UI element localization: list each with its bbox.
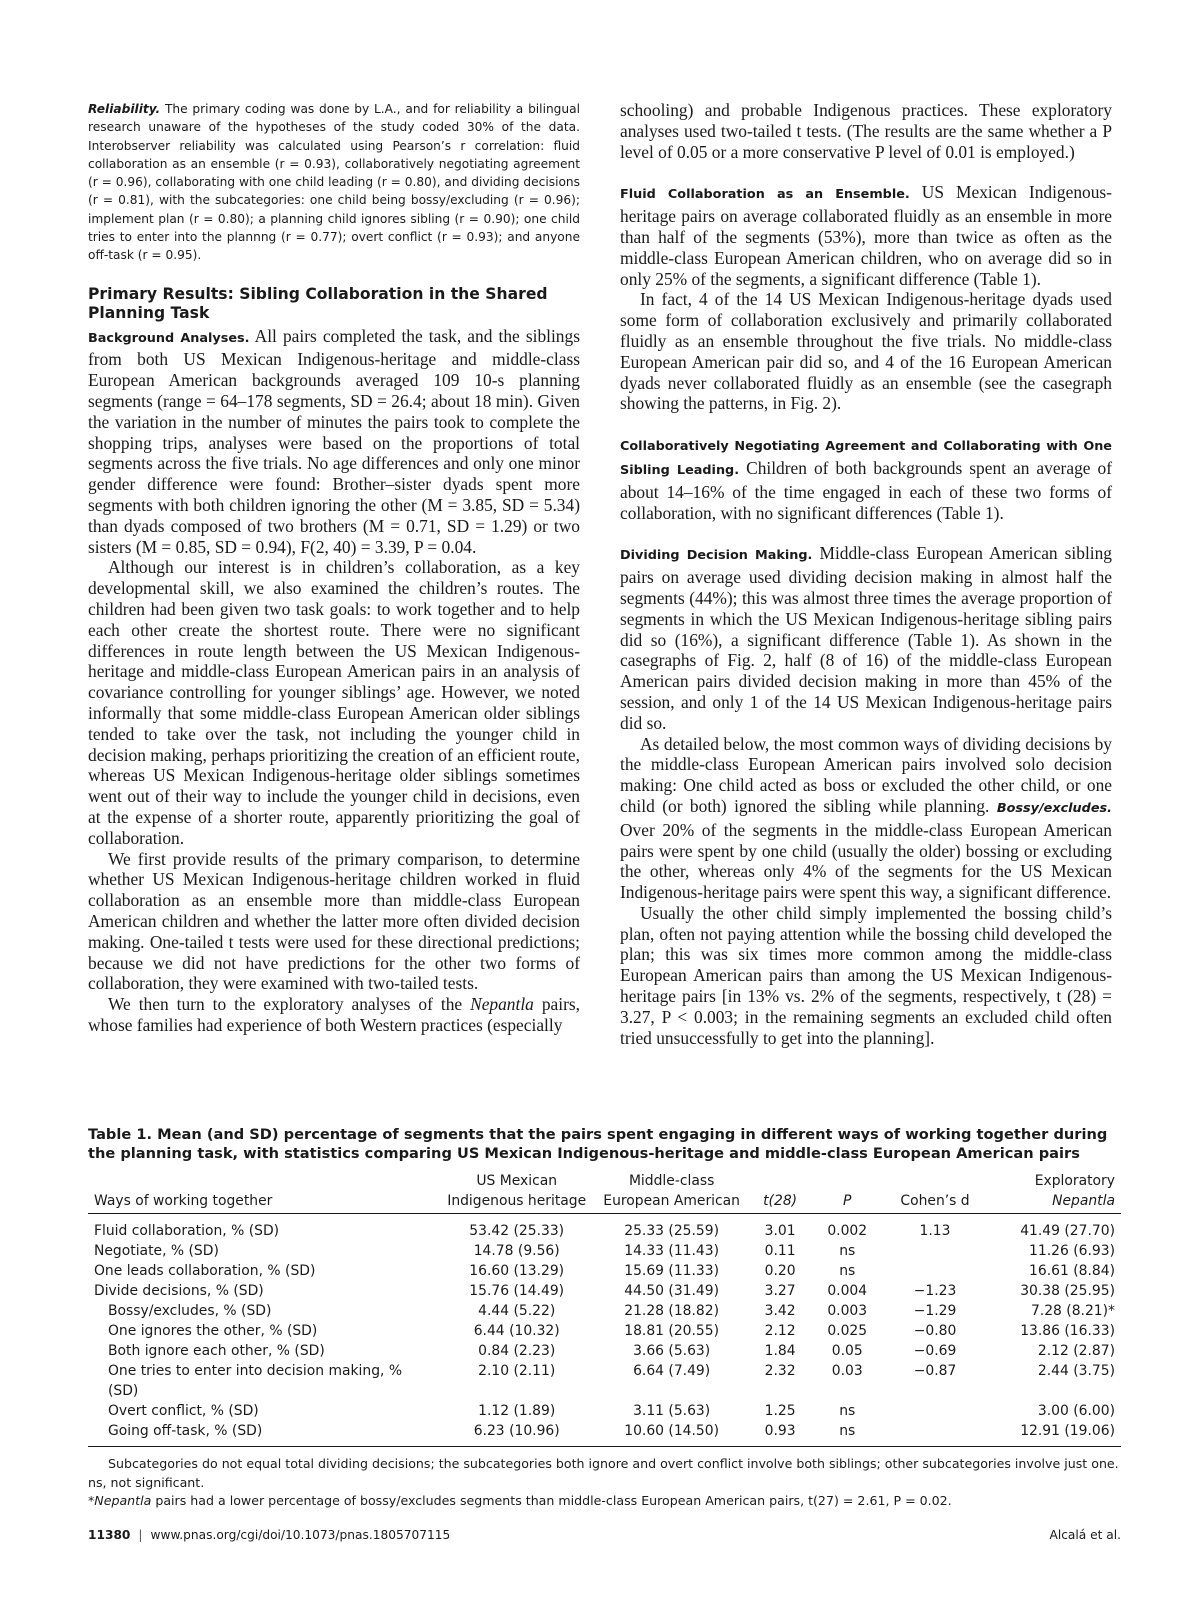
- note-star: *: [88, 1493, 95, 1508]
- primary-comparison-paragraph: We first provide results of the primary comparison, to determine whether US Mexican Indigenous-heritage children worked in fluid collaboration as an ensemble more than middle-class European American children and whether the latter more often divided decision making. One-tailed t tests were used for these directional predictions; because we did not have predictions for the other two forms of collaboration, they were examined with two-tailed tests.: [88, 848, 580, 994]
- header-ex-line2: Nepantla: [1052, 1193, 1115, 1209]
- row-label: Going off-task, % (SD): [108, 1423, 263, 1439]
- cell-ex: 41.49 (27.70): [1020, 1223, 1115, 1239]
- background-heading: Background Analyses.: [88, 330, 250, 346]
- table-row: [88, 1421, 1121, 1446]
- header-p: P: [843, 1193, 852, 1209]
- cell-d: [883, 1421, 986, 1446]
- cell-p: ns: [839, 1243, 856, 1259]
- cell-ex: 7.28 (8.21)*: [1030, 1303, 1115, 1319]
- cell-us: 2.10 (2.11): [478, 1363, 556, 1379]
- cell-us: 6.23 (10.96): [473, 1423, 560, 1439]
- exploratory-text-b: pairs, whose families had experience of both Western practices (especially: [88, 994, 580, 1035]
- cell-t: 0.11: [764, 1243, 796, 1259]
- row-label: Both ignore each other, % (SD): [108, 1343, 325, 1359]
- section-title: Primary Results: Sibling Collaboration in the Shared Planning Task: [88, 284, 548, 323]
- reliability-heading: Reliability.: [88, 102, 161, 116]
- cell-t: 1.25: [764, 1403, 796, 1419]
- header-ex-line1: Exploratory: [1034, 1173, 1115, 1189]
- cell-p: ns: [839, 1403, 856, 1419]
- cell-mc: 25.33 (25.59): [624, 1223, 720, 1239]
- cell-t: 0.20: [764, 1263, 796, 1279]
- cell-mc: 15.69 (11.33): [624, 1263, 720, 1279]
- negotiate-text: Children of both backgrounds spent an average of about 14–16% of the time engaged in each of these two forms of collaboration, with no significant differences (Table 1).: [620, 457, 1112, 523]
- cell-t: 2.12: [764, 1323, 796, 1339]
- table-1: [88, 1125, 1121, 1511]
- divide-paragraph-2: [620, 734, 1112, 903]
- cell-mc: 6.64 (7.49): [633, 1363, 711, 1379]
- reliability-paragraph: [88, 100, 580, 265]
- cell-d: −0.87: [913, 1363, 957, 1379]
- reliability-text: The primary coding was done by L.A., and for reliability a bilingual research unaware of the hypotheses of the study coded 30% of the data. Interobserver reliability was calculated using Pearson’s r correlation: fluid collaboration as an ensemble (r = 0.93), collaboratively negotiating agreement (r = 0.96), collaborating with one child leading (r = 0.80), and dividing decisions (r = 0.81), with the subcategories: one child being bossy/excluding (r = 0.96); implement plan (r = 0.80); a planning child ignores sibling (r = 0.90); one child tries to enter into the plannng (r = 0.77); overt conflict (r = 0.93); and anyone off-task (r = 0.95).: [88, 102, 580, 263]
- cell-mc: 18.81 (20.55): [624, 1323, 720, 1339]
- cell-ex: 3.00 (6.00): [1037, 1403, 1115, 1419]
- row-label: One tries to enter into decision making, % (SD): [108, 1363, 403, 1399]
- bossy-text: Over 20% of the segments in the middle-class European American pairs were spent by one child (usually the older) bossing or excluding the other, whereas only 4% of the segments for the US Mexican Indigenous-heritage pairs were spent this way, a significant difference.: [620, 819, 1112, 903]
- bossy-heading: Bossy/excludes.: [996, 800, 1112, 816]
- cell-ex: 13.86 (16.33): [1020, 1323, 1115, 1339]
- cell-mc: 44.50 (31.49): [624, 1283, 720, 1299]
- fluid-paragraph: [620, 182, 1112, 289]
- routes-paragraph: Although our interest is in children’s collaboration, as a key developmental skill, we also examined the children’s routes. The children had been given two task goals: to work together and to help each other create the shortest route. There were no significant differences in route length between the US Mexican Indigenous-heritage and middle-class European American pairs in an analysis of covariance controlling for younger siblings’ age. However, we noted informally that some middle-class European American older siblings tended to take over the task, not including the younger child in decision making, perhaps prioritizing the creation of an efficient route, whereas US Mexican Indigenous-heritage older siblings sometimes went out of their way to include the younger child in decisions, even at the expense of a shorter route, apparently prioritizing the goal of collaboration.: [88, 557, 580, 848]
- cell-t: 2.32: [764, 1363, 796, 1379]
- divide-paragraph: [620, 543, 1112, 733]
- implement-paragraph: Usually the other child simply implemented the bossing child’s plan, often not paying attention while the bossing child developed the plan; this was six times more common among the middle-class European American pairs than among the US Mexican Indigenous-heritage pairs [in 13% vs. 2% of the segments, respectively, t (28) = 3.27, P < 0.003; in the remaining segments an excluded child often tried unsuccessfully to get into the planning].: [620, 902, 1112, 1048]
- cell-ex: 30.38 (25.95): [1020, 1283, 1115, 1299]
- table-notes: [88, 1455, 1121, 1511]
- page-footer: [88, 1528, 1121, 1542]
- table-row: [88, 1321, 1121, 1341]
- cell-us: 4.44 (5.22): [478, 1303, 556, 1319]
- table-row: [88, 1214, 1121, 1242]
- row-label: Fluid collaboration, % (SD): [94, 1223, 280, 1239]
- row-label: One ignores the other, % (SD): [108, 1323, 318, 1339]
- exploratory-text-a: We then turn to the exploratory analyses of the: [108, 994, 471, 1015]
- divide-text: Middle-class European American sibling pairs on average used dividing decision making in almost half the segments (44%); this was almost three times the average proportion of segments in which the US Mexican Indigenous-heritage sibling pairs did so (16%), a significant difference (Table 1). As shown in the casegraphs of Fig. 2, half (8 of 16) of the middle-class European American pairs divided decision making in more than 45% of the session, and only 1 of the 14 US Mexican Indigenous-heritage pairs did so.: [620, 543, 1113, 733]
- table-caption: Table 1. Mean (and SD) percentage of segments that the pairs spent engaging in different ways of working together during the planning task, with statistics comparing US Mexican Indigenous-heritage and middle-class European American pairs: [88, 1126, 1108, 1162]
- nepantla-term: Nepantla: [470, 994, 534, 1015]
- cell-us: 16.60 (13.29): [469, 1263, 565, 1279]
- cell-d: [883, 1401, 986, 1421]
- cell-d: −0.69: [913, 1343, 957, 1359]
- negotiate-paragraph: [620, 434, 1112, 523]
- header-mc-line2: European American: [603, 1193, 740, 1209]
- row-label: Negotiate, % (SD): [94, 1243, 219, 1259]
- table-bottom-rule: [88, 1446, 1121, 1447]
- table-note-2: [88, 1492, 1121, 1511]
- cell-mc: 14.33 (11.43): [624, 1243, 720, 1259]
- table-header-row: [88, 1169, 1121, 1214]
- cell-mc: 3.66 (5.63): [633, 1343, 711, 1359]
- cell-d: −1.29: [913, 1303, 957, 1319]
- cell-p: 0.004: [827, 1283, 868, 1299]
- doi-link[interactable]: www.pnas.org/cgi/doi/10.1073/pnas.1805707115: [150, 1528, 451, 1542]
- row-label: Divide decisions, % (SD): [94, 1283, 264, 1299]
- cell-us: 14.78 (9.56): [473, 1243, 560, 1259]
- cell-us: 15.76 (14.49): [469, 1283, 565, 1299]
- row-label: Bossy/excludes, % (SD): [108, 1303, 272, 1319]
- cell-t: 3.01: [764, 1223, 796, 1239]
- cell-d: −1.23: [913, 1283, 957, 1299]
- cell-p: 0.002: [827, 1223, 868, 1239]
- cell-t: 3.42: [764, 1303, 796, 1319]
- table-row: [88, 1241, 1121, 1261]
- header-cohens-d: Cohen’s d: [900, 1193, 970, 1209]
- cell-mc: 21.28 (18.82): [624, 1303, 720, 1319]
- negotiate-heading: Collaboratively Negotiating Agreement and Collaborating with One Sibling Leading.: [620, 439, 1112, 478]
- table-row: [88, 1281, 1121, 1301]
- cell-t: 0.93: [764, 1423, 796, 1439]
- cell-ex: 16.61 (8.84): [1029, 1263, 1115, 1279]
- header-us-mexican: [439, 1169, 594, 1214]
- cell-ex: 11.26 (6.93): [1029, 1243, 1115, 1259]
- cell-p: 0.03: [831, 1363, 863, 1379]
- cell-p: ns: [839, 1263, 856, 1279]
- right-column: [620, 100, 1112, 1048]
- background-paragraph: [88, 326, 580, 558]
- footer-separator: |: [138, 1528, 143, 1542]
- cell-us: 1.12 (1.89): [478, 1403, 556, 1419]
- header-us-line1: US Mexican: [476, 1173, 558, 1189]
- header-exploratory: [987, 1169, 1121, 1214]
- table-row: [88, 1361, 1121, 1401]
- cell-us: 6.44 (10.32): [473, 1323, 560, 1339]
- cell-ex: 2.12 (2.87): [1037, 1343, 1115, 1359]
- cell-d: 1.13: [919, 1223, 951, 1239]
- cell-p: ns: [839, 1423, 856, 1439]
- cell-mc: 3.11 (5.63): [633, 1403, 711, 1419]
- results-table: [88, 1169, 1121, 1446]
- cell-p: 0.003: [827, 1303, 868, 1319]
- table-row: [88, 1341, 1121, 1361]
- row-label: Overt conflict, % (SD): [108, 1403, 259, 1419]
- cell-d: −0.80: [913, 1323, 957, 1339]
- header-us-line2: Indigenous heritage: [447, 1193, 587, 1209]
- cell-mc: 10.60 (14.50): [624, 1423, 720, 1439]
- cell-p: 0.05: [831, 1343, 863, 1359]
- header-middle-class: [594, 1169, 749, 1214]
- table-row: [88, 1301, 1121, 1321]
- fluid-paragraph-2: In fact, 4 of the 14 US Mexican Indigenous-heritage dyads used some form of collaboration exclusively and primarily collaborated fluidly as an ensemble throughout the five trials. No middle-class European American pair did so, and 4 of the 16 European American dyads never collaborated fluidly as an ensemble (see the casegraph showing the patterns, in Fig. 2).: [620, 289, 1112, 414]
- cell-us: 0.84 (2.23): [478, 1343, 556, 1359]
- note-nepantla: Nepantla: [94, 1493, 152, 1508]
- continuation-paragraph: schooling) and probable Indigenous practices. These exploratory analyses used two-tailed t tests. (The results are the same whether a P level of 0.05 or a more conservative P level of 0.01 is employed.): [620, 100, 1112, 162]
- divide-heading: Dividing Decision Making.: [620, 548, 813, 564]
- footer-authors: Alcalá et al.: [1049, 1528, 1121, 1542]
- cell-p: 0.025: [827, 1323, 868, 1339]
- left-column: [88, 100, 580, 1036]
- cell-ex: 12.91 (19.06): [1020, 1423, 1115, 1439]
- cell-d: [883, 1241, 986, 1261]
- table-note-1: Subcategories do not equal total dividing decisions; the subcategories both ignore and overt conflict involve both siblings; other subcategories involve just one. ns, not significant.: [88, 1456, 1119, 1490]
- cell-t: 1.84: [764, 1343, 796, 1359]
- table-row: [88, 1261, 1121, 1281]
- exploratory-intro-paragraph: [88, 994, 580, 1036]
- background-text: All pairs completed the task, and the siblings from both US Mexican Indigenous-heritage and middle-class European American backgrounds averaged 109 10-s planning segments (range = 64–178 segments, SD = 26.4; about 18 min). Given the variation in the number of minutes the pairs took to complete the shopping trips, analyses were based on the proportions of total segments across the five trials. No age differences and only one minor gender difference were found: Brother–sister dyads spent more segments with both children ignoring the other (M = 3.85, SD = 5.34) than dyads composed of two brothers (M = 0.71, SD = 1.29) or two sisters (M = 0.85, SD = 0.94), F(2, 40) = 3.39, P = 0.04.: [88, 325, 580, 557]
- cell-us: 53.42 (25.33): [469, 1223, 565, 1239]
- cell-t: 3.27: [764, 1283, 796, 1299]
- cell-ex: 2.44 (3.75): [1037, 1363, 1115, 1379]
- header-ways: Ways of working together: [94, 1193, 273, 1209]
- fluid-text: US Mexican Indigenous-heritage pairs on average collaborated fluidly as an ensemble in more than half of the segments (53%), more than twice as often as the middle-class European American children, who on average did so in only 25% of the segments, a significant difference (Table 1).: [620, 182, 1112, 289]
- divide-text-2: As detailed below, the most common ways of dividing decisions by the middle-class European American pairs involved solo decision making: One child acted as boss or excluded the other child, or one child (or both) ignored the sibling while planning.: [620, 733, 1112, 816]
- fluid-heading: Fluid Collaboration as an Ensemble.: [620, 187, 910, 203]
- note-rest: pairs had a lower percentage of bossy/excludes segments than middle-class European American pairs, t(27) = 2.61, P = 0.02.: [151, 1493, 952, 1508]
- cell-d: [883, 1261, 986, 1281]
- header-mc-line1: Middle-class: [628, 1173, 715, 1189]
- page-number: 11380: [88, 1528, 131, 1542]
- table-row: [88, 1401, 1121, 1421]
- row-label: One leads collaboration, % (SD): [94, 1263, 316, 1279]
- header-t: t(28): [763, 1193, 798, 1209]
